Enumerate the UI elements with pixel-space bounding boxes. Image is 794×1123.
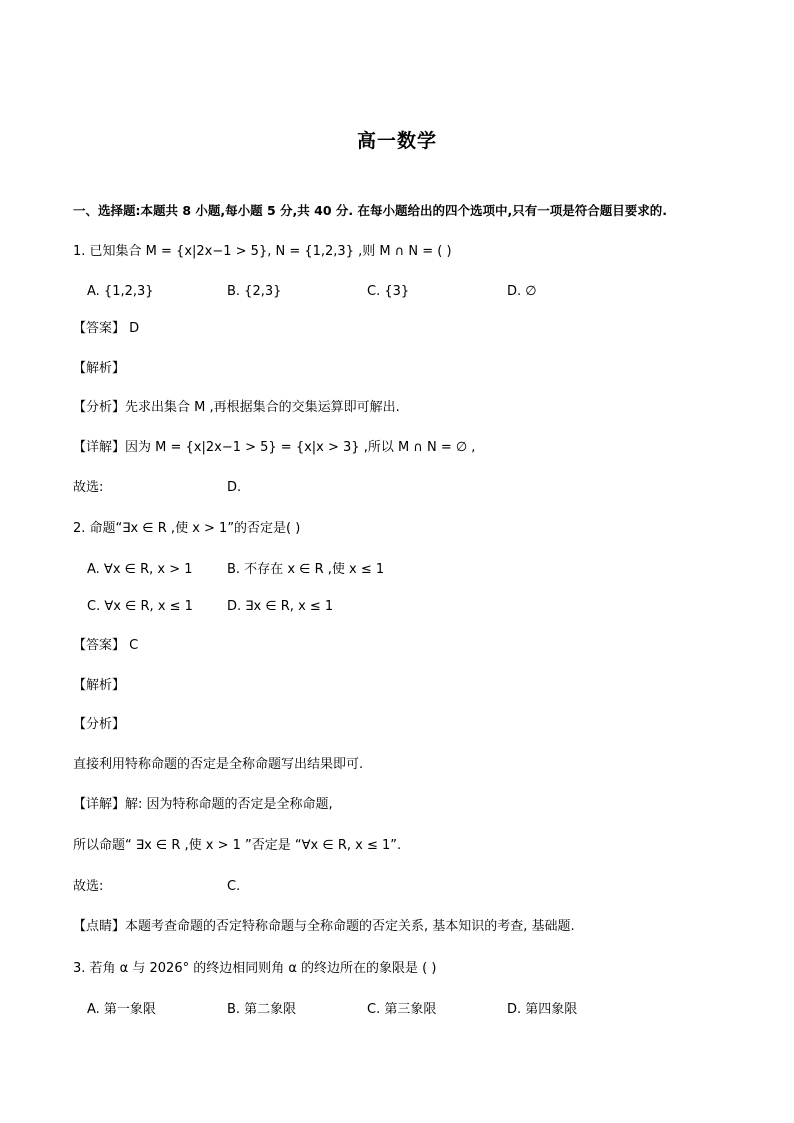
page-title: 高一数学 — [356, 130, 437, 152]
question-1-option-a: A. {1,2,3} — [87, 284, 154, 299]
question-2-conclusion: 所以命题“ ∃x ∈ R ,使 x > 1 ”否定是 “∀x ∈ R, x ≤ 1”. — [73, 838, 402, 853]
question-2-analysis-text: 直接利用特称命题的否定是全称命题写出结果即可. — [73, 757, 364, 772]
section-heading: 一、选择题:本题共 8 小题,每小题 5 分,共 40 分. 在每小题给出的四个选项中,只有一项是符合题目要求的. — [73, 203, 667, 218]
question-2-select-answer: C. — [227, 879, 241, 894]
question-1-option-c: C. {3} — [367, 284, 410, 299]
question-2-comment: 【点睛】本题考查命题的否定特称命题与全称命题的否定关系, 基本知识的考查, 基础题. — [73, 919, 575, 934]
question-2-detail: 【详解】解: 因为特称命题的否定是全称命题, — [73, 797, 333, 812]
question-2-option-d: D. ∃x ∈ R, x ≤ 1 — [227, 599, 334, 614]
question-2-stem: 2. 命题“∃x ∈ R ,使 x > 1”的否定是( ) — [73, 521, 301, 536]
question-1-option-d: D. ∅ — [507, 284, 537, 299]
question-2-analysis-label: 【分析】 — [73, 717, 126, 732]
question-2-option-c: C. ∀x ∈ R, x ≤ 1 — [87, 599, 193, 614]
question-1-select-answer: D. — [227, 480, 242, 495]
question-3-stem: 3. 若角 α 与 2026° 的终边相同则角 α 的终边所在的象限是 ( ) — [73, 961, 437, 976]
question-3-option-c: C. 第三象限 — [367, 1002, 437, 1017]
question-1-stem: 1. 已知集合 M = {x|2x−1 > 5}, N = {1,2,3} ,则 M ∩ N = ( ) — [73, 244, 452, 259]
question-2-option-a: A. ∀x ∈ R, x > 1 — [87, 562, 193, 577]
question-2-option-b: B. 不存在 x ∈ R ,使 x ≤ 1 — [227, 562, 385, 577]
question-2-answer: 【答案】 C — [73, 638, 139, 653]
question-1-jiexi-label: 【解析】 — [73, 361, 126, 376]
question-2-select-label: 故选: — [73, 879, 104, 894]
question-3-option-a: A. 第一象限 — [87, 1002, 156, 1017]
question-1-option-b: B. {2,3} — [227, 284, 282, 299]
question-3-option-d: D. 第四象限 — [507, 1002, 578, 1017]
question-1-select-label: 故选: — [73, 480, 104, 495]
question-1-detail: 【详解】因为 M = {x|2x−1 > 5} = {x|x > 3} ,所以 M ∩ N = ∅ , — [73, 440, 476, 455]
question-1-answer: 【答案】 D — [73, 321, 140, 336]
question-3-option-b: B. 第二象限 — [227, 1002, 297, 1017]
question-2-jiexi-label: 【解析】 — [73, 678, 126, 693]
question-1-analysis: 【分析】先求出集合 M ,再根据集合的交集运算即可解出. — [73, 400, 400, 415]
